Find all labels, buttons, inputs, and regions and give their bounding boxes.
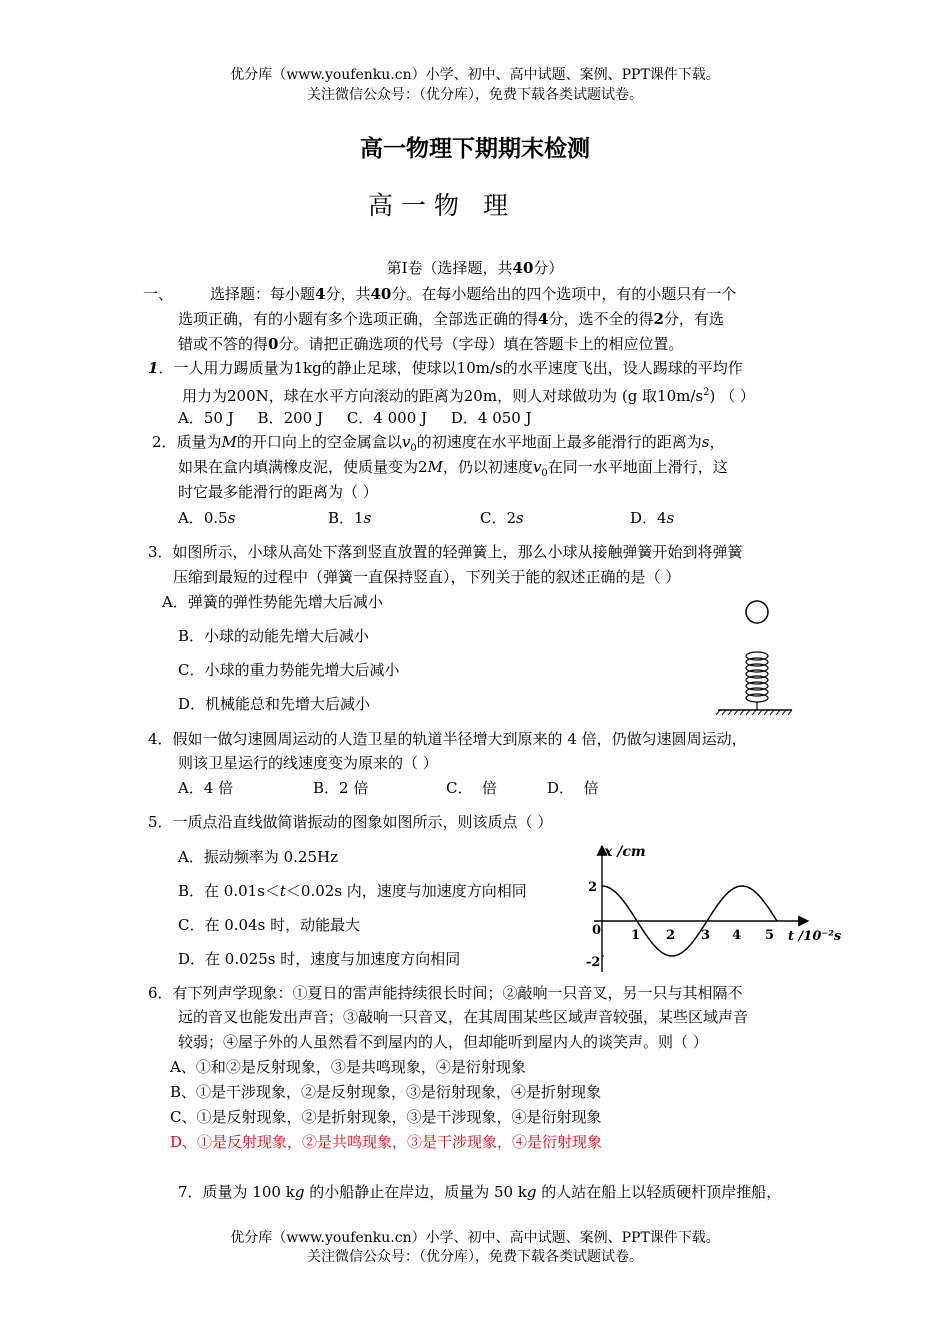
q4-line-1: 4．假如一做匀速圆周运动的人造卫星的轨道半径增大到原来的 4 倍，仍做匀速圆周运动， — [148, 730, 747, 748]
instruction-line-3 — [178, 333, 683, 355]
q2c-label: C．2 — [480, 509, 517, 527]
q2a-label: A．0.5 — [178, 509, 228, 527]
q5b-b: ＜0.02s 内，速度与加速度方向相同 — [285, 882, 527, 900]
q2l1-s: s — [701, 433, 710, 451]
x-tick-label-2: 2 — [666, 928, 676, 943]
q3-line-1: 3．如图所示，小球从高处下落到竖直放置的轻弹簧上，那么小球从接触弹簧开始到将弹簧 — [148, 543, 743, 561]
q2-option-c — [480, 507, 524, 529]
x-tick-label-4: 4 — [732, 928, 742, 943]
q5-line-1: 5．一质点沿直线做简谐振动的图象如图所示，则该质点（ ） — [148, 813, 553, 831]
instruction-line-1 — [210, 283, 736, 305]
origin-label: 0 — [592, 923, 602, 938]
q2l2-c: 在同一水平地面上滑行，这 — [547, 458, 728, 476]
x-tick-label-5: 5 — [765, 928, 775, 943]
q4-option-c: C． 倍 — [446, 779, 498, 797]
q1-line-1-text: ．一人用力踢质量为1kg的静止足球，使球以10m/s的水平速度飞出，设人踢球的平均作 — [158, 359, 743, 377]
q2l2-n2: 2 — [418, 458, 428, 476]
oscillation-graph — [582, 836, 842, 976]
ins1-d: 40 — [370, 285, 392, 303]
q1-line-2 — [182, 382, 755, 407]
subject-subtitle — [368, 190, 516, 222]
q7-b: 的小船静止在岸边，质量为 50 k — [304, 1183, 527, 1201]
q7-g1: g — [294, 1183, 305, 1201]
q2l2-a: 如果在盒内填满橡皮泥，使质量变为 — [178, 458, 419, 476]
ins2-e: 分，有选 — [663, 310, 724, 328]
q2l1-sub: 0 — [410, 443, 417, 454]
q2l1-v: v — [401, 433, 411, 451]
spring-icon — [746, 652, 768, 710]
ins3-a: 错或不答的得 — [178, 335, 269, 353]
q2-option-b — [328, 507, 371, 529]
q3-option-b: B．小球的动能先增大后减小 — [178, 627, 370, 645]
section-pre: 第Ⅰ卷（选择题，共 — [386, 259, 513, 277]
ins2-c: 分，选不全的得 — [548, 310, 654, 328]
q7-line-1 — [178, 1181, 781, 1203]
q2-line-3: 时它最多能滑行的距离为（ ） — [178, 483, 378, 501]
q1-number: 1 — [148, 359, 159, 377]
x-tick-label-1: 1 — [631, 928, 641, 943]
page-title: 高一物理下期期末检测 — [360, 135, 590, 162]
q7-g2: g — [526, 1183, 537, 1201]
q1-l2-sup: 2 — [703, 387, 710, 398]
q3-option-c: C．小球的重力势能先增大后减小 — [178, 661, 400, 679]
q4-line-2: 则该卫星运行的线速度变为原来的（ ） — [178, 754, 438, 772]
q3-option-a: A．弹簧的弹性势能先增大后减小 — [162, 593, 383, 611]
y-tick-label-neg2: -2 — [586, 955, 601, 970]
x-tick-label-3: 3 — [701, 928, 711, 943]
q1-l2b: ) （ ） — [709, 387, 755, 405]
q2l1-M: M — [221, 433, 237, 451]
q2l1-c: 的初速度在水平地面上最多能滑行的距离为 — [416, 433, 702, 451]
ins2-b: 4 — [538, 310, 549, 328]
q2d-label: D．4 — [630, 509, 667, 527]
q2c-var: s — [516, 509, 524, 527]
section-post: 分） — [533, 259, 564, 277]
ins3-c: 分。请把正确选项的代号（字母）填在答题卡上的相应位置。 — [278, 335, 684, 353]
q6-option-d-answer: D、①是反射现象，②是共鸣现象，③是干涉现象，④是衍射现象 — [170, 1133, 603, 1151]
q2l2-M: M — [427, 458, 443, 476]
q1-options: A．50 J B．200 J C．4 000 J D．4 050 J — [178, 409, 532, 427]
q2d-var: s — [666, 509, 675, 527]
q6-option-a: A、①和②是反射现象，③是共鸣现象，④是衍射现象 — [170, 1058, 526, 1076]
q5-option-a: A．振动频率为 0.25Hz — [178, 848, 338, 866]
q5b-t: t — [279, 882, 286, 900]
footer-line-1: 优分库（www.youfenku.cn）小学、初中、高中试题、案例、PPT课件下载。 — [230, 1230, 720, 1246]
y-tick-label-2: 2 — [588, 880, 598, 895]
q7-c: 的人站在船上以轻质硬杆顶岸推船， — [536, 1183, 782, 1201]
q4-option-b: B．2 倍 — [313, 779, 369, 797]
footer-line-2: 关注微信公众号：（优分库），免费下载各类试题试卷。 — [307, 1249, 643, 1265]
q2l1-a: 2．质量为 — [152, 433, 222, 451]
q1-l2a: 用力为200N，球在水平方向滚动的距离为20m，则人对球做功为 (g 取10m/s — [182, 387, 704, 405]
ins1-c: 分，共 — [325, 285, 371, 303]
q6-line-1: 6．有下列声学现象：①夏日的雷声能持续很长时间；②敲响一只音叉，另一只与其相隔不 — [148, 984, 743, 1002]
q6-line-3: 较弱；④屋子外的人虽然看不到屋内的人，但却能听到屋内人的谈笑声。则（ ） — [178, 1033, 708, 1051]
q5-option-d: D．在 0.025s 时，速度与加速度方向相同 — [178, 950, 461, 968]
section-score: 40 — [512, 259, 534, 277]
q5-option-c: C．在 0.04s 时，动能最大 — [178, 916, 361, 934]
q6-line-2: 远的音叉也能发出声音；③敲响一只音叉，在其周围某些区域声音较强，某些区域声音 — [178, 1008, 749, 1026]
q2l1-b: 的开口向上的空金属盒以 — [236, 433, 402, 451]
q4-option-a: A．4 倍 — [178, 779, 234, 797]
q5-option-b — [178, 880, 527, 902]
q2l2-sub: 0 — [541, 468, 548, 479]
ins2-d: 2 — [653, 310, 664, 328]
q2b-var: s — [363, 509, 372, 527]
q7-a: 7．质量为 100 k — [178, 1183, 295, 1201]
section-heading — [0, 257, 950, 279]
x-axis-label: t /10⁻²s — [788, 929, 842, 944]
q6-option-b: B、①是干涉现象，②是反射现象，③是衍射现象，④是折射现象 — [170, 1083, 602, 1101]
spring-ball-figure — [712, 596, 794, 720]
q3-option-d: D．机械能总和先增大后减小 — [178, 695, 371, 713]
q4-option-d: D． 倍 — [547, 779, 599, 797]
ground-icon — [716, 710, 792, 715]
ins3-b: 0 — [268, 335, 279, 353]
y-axis-label: x /cm — [604, 844, 646, 860]
q2l2-b: ，仍以初速度 — [442, 458, 533, 476]
ins1-a: 选择题：每小题 — [210, 285, 316, 303]
q3-line-2: 压缩到最短的过程中（弹簧一直保持竖直），下列关于能的叙述正确的是（ ） — [173, 568, 681, 586]
header-line-2: 关注微信公众号：（优分库），免费下载各类试题试卷。 — [307, 87, 643, 103]
ins2-a: 选项正确，有的小题有多个选项正确，全部选正确的得 — [178, 310, 539, 328]
ball-icon — [746, 601, 768, 623]
instruction-number: 一、 — [143, 285, 174, 303]
q2a-var: s — [227, 509, 236, 527]
q2l1-d: ， — [709, 433, 725, 451]
q2-option-d — [630, 507, 674, 529]
subtitle-text: 高一物 理 — [368, 191, 516, 220]
ins1-b: 4 — [315, 285, 326, 303]
q5b-a: B．在 0.01s＜ — [178, 882, 280, 900]
ins1-e: 分。在每小题给出的四个选项中，有的小题只有一个 — [391, 285, 737, 303]
q2-option-a — [178, 507, 235, 529]
q2l2-v: v — [532, 458, 542, 476]
q2b-label: B．1 — [328, 509, 364, 527]
header-line-1: 优分库（www.youfenku.cn）小学、初中、高中试题、案例、PPT课件下载。 — [230, 67, 720, 83]
q6-option-c: C、①是反射现象，②是折射现象，③是干涉现象，④是衍射现象 — [170, 1108, 602, 1126]
q1-line-1 — [148, 357, 743, 379]
instruction-line-2 — [178, 308, 724, 330]
